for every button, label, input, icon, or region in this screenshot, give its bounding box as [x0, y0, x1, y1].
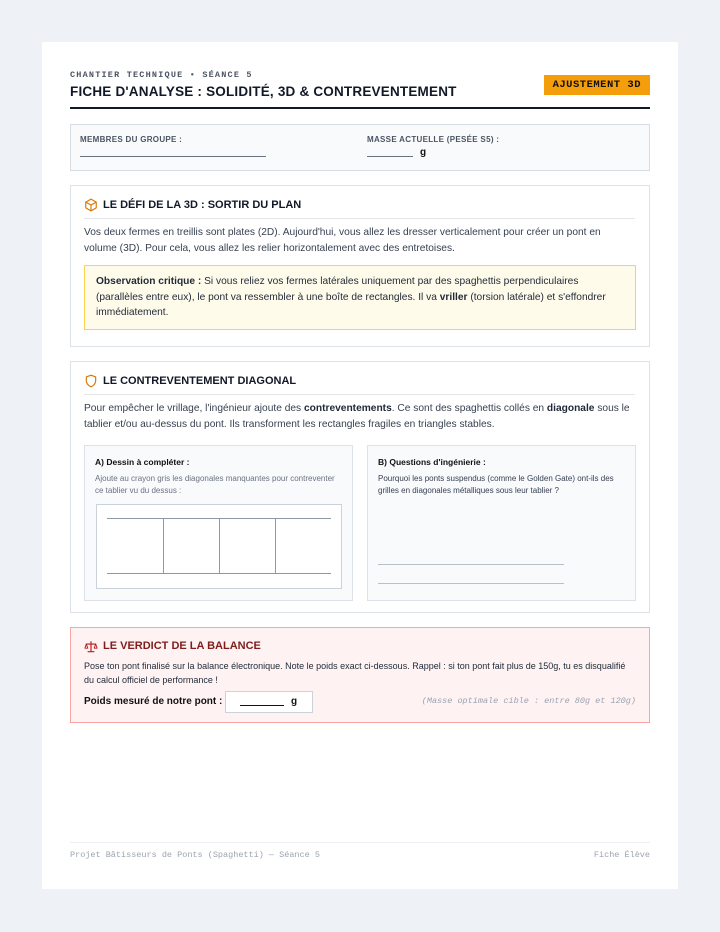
critical-observation-box	[84, 265, 636, 330]
mass-unit: g	[420, 147, 427, 158]
question-text: Pourquoi les ponts suspendus (comme le Golden Gate) ont-ils des grilles en diagonales métalliques sous leur tablier ?	[378, 474, 614, 495]
deck-crossbeam	[163, 518, 164, 574]
weight-unit: g	[291, 696, 298, 707]
header-kicker: CHANTIER TECHNIQUE • SÉANCE 5	[70, 70, 253, 80]
mass-field[interactable]	[367, 156, 413, 157]
verdict-box	[70, 627, 650, 723]
footer-project: Projet Bâtisseurs de Ponts (Spaghetti) — Séance 5	[70, 850, 320, 860]
intro-bold-1: contreventements	[303, 403, 392, 414]
answer-line[interactable]	[378, 583, 564, 584]
section-intro: Vos deux fermes en treillis sont plates (2D). Aujourd'hui, vous allez les dresser verticalement pour créer un pont en volume (3D). Pour cela, vous allez les relier horizontalement avec des entretoises.	[84, 227, 601, 254]
header-divider	[70, 107, 650, 109]
intro-text-1: Pour empêcher le vrillage, l'ingénieur ajoute des	[84, 403, 304, 414]
members-field[interactable]	[80, 156, 266, 157]
deck-drawing-area[interactable]	[96, 504, 342, 589]
intro-bold-2: diagonale	[546, 403, 595, 414]
adjustment-badge: AJUSTEMENT 3D	[544, 75, 650, 95]
observation-label: Observation critique :	[96, 276, 202, 287]
mass-label: MASSE ACTUELLE (PESÉE S5) :	[367, 135, 500, 144]
observation-text-1: Si vous reliez vos fermes latérales uniquement par des spaghettis perpendiculaires (parallèles entre eux), le pont va ressembler à une boîte de rectangles. Il va	[96, 276, 579, 303]
intro-text-3: sous le tablier et/ou au-dessus du pont. Ils transforment les rectangles fragiles en triangles stables.	[84, 403, 630, 430]
cube-icon	[84, 198, 98, 212]
section-title: LE CONTREVENTEMENT DIAGONAL	[103, 375, 297, 387]
observation-bold: vriller	[439, 291, 468, 303]
weight-field-line	[240, 705, 284, 706]
members-label: MEMBRES DU GROUPE :	[80, 135, 183, 144]
drawing-panel	[84, 445, 353, 601]
weight-label: Poids mesuré de notre pont :	[84, 696, 223, 707]
questions-panel	[367, 445, 636, 601]
intro-text-2: . Ce sont des spaghettis collés en	[391, 403, 547, 414]
shield-icon	[84, 374, 98, 388]
drawing-title: A) Dessin à compléter :	[95, 457, 190, 467]
section-intro	[84, 401, 636, 432]
questions-title: B) Questions d'ingénierie :	[378, 457, 486, 467]
page-title: FICHE D'ANALYSE : SOLIDITÉ, 3D & CONTREVENTEMENT	[70, 84, 457, 99]
worksheet-page	[42, 42, 678, 889]
group-info-box	[70, 124, 650, 171]
section-header	[84, 374, 635, 395]
drawing-instructions: Ajoute au crayon gris les diagonales manquantes pour contreventer ce tablier vu du dessus :	[95, 474, 335, 495]
footer-sheet-type: Fiche Élève	[593, 850, 650, 860]
answer-line[interactable]	[378, 564, 564, 565]
footer-divider	[70, 842, 650, 843]
balance-scale-icon	[84, 640, 98, 654]
weight-input-box[interactable]	[225, 691, 313, 713]
verdict-text: Pose ton pont finalisé sur la balance électronique. Note le poids exact ci-dessous. Rappel : si ton pont fait plus de 150g, tu es disqualifié du calcul officiel de performance !	[84, 661, 626, 685]
section-diagonal-bracing	[70, 361, 650, 613]
section-3d-challenge	[70, 185, 650, 347]
verdict-title: LE VERDICT DE LA BALANCE	[103, 640, 261, 652]
observation-text-2: (torsion latérale) et s'effondrer immédiatement.	[96, 291, 606, 318]
section-header	[84, 198, 635, 219]
section-title: LE DÉFI DE LA 3D : SORTIR DU PLAN	[103, 199, 302, 211]
deck-crossbeam	[275, 518, 276, 574]
target-mass-note: (Masse optimale cible : entre 80g et 120g)	[421, 696, 636, 706]
deck-crossbeam	[219, 518, 220, 574]
